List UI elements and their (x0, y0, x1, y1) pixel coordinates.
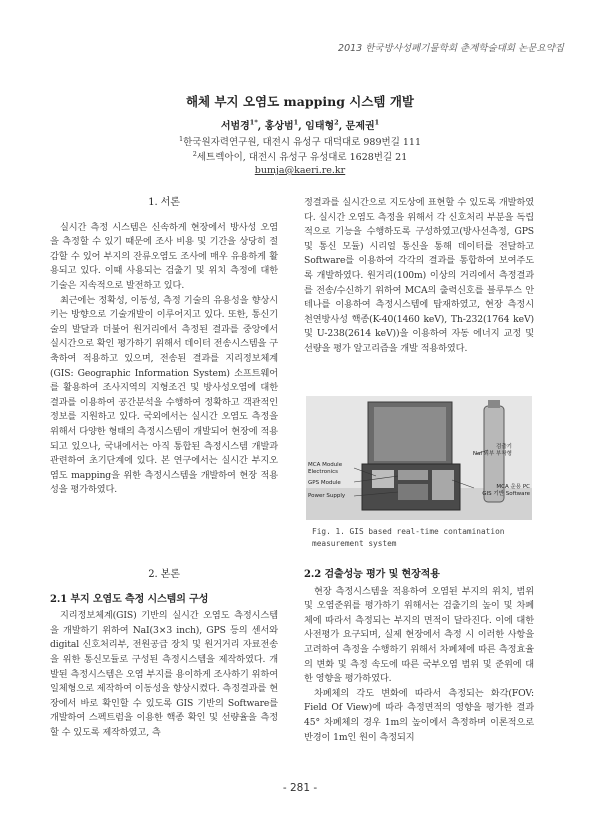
subsection-2-1-paragraph: 지리정보체계(GIS) 기반의 실시간 오염도 측정시스템을 개발하기 위하여 NaI(3×3 inch), GPS 등의 센서와 digital 신호처리부, 전원공급 장치 및 원거거리 자료전송을 위한 통신모듈로 구성된 측정시스템을 제작하였다. 개발된 측정시스템은 오염 부지를 용이하게 조사하기 위하여 일체형으로 제작하여 이동성을 향상시켰다. 측정결과를 현장에서 바로 확인할 수 있도록 GIS 기반의 Software를 개발하여 스펙트럼을 이용한 핵종 확인 및 선량율을 측정할 수 있도록 제작하였고, 측 (50, 610, 278, 738)
affiliation-text: 한국원자력연구원, 대전시 유성구 대덕대로 989번길 111 (183, 137, 422, 148)
affiliation-sup: 1 (178, 134, 184, 143)
measurement-system-photo (306, 396, 532, 520)
author-name: 임태형 (305, 121, 335, 132)
right-column-top (304, 196, 534, 357)
author-sup: 1 (374, 118, 380, 127)
intro-heading: 1. 서론 (148, 197, 180, 208)
label-electronics: Electronics (308, 469, 338, 475)
label-mca-pc: MCA 운용 PC GIS 기반 Software (482, 484, 530, 497)
label-gis-software: GIS 기반 Software (482, 491, 530, 497)
author-list: 서범경$^{1*}$, 홍상범$^1$, 임태형$^2$, 문제권$^1$ (220, 118, 380, 132)
subsection-2-2-paragraph-1: 현장 측정시스템을 적용하여 오염된 부지의 위치, 범위 및 오염준위를 평가하기 위해서는 검출기의 높이 및 차폐체에 따라서 측정되는 부지의 면적이 달라진다. 이에 대한 사전평가 요구되며, 실제 현장에서 측정 시 이러한 사항을 고려하여 측정을 수행하기 위해서 차폐체에 따른 측정효율의 변화 및 측정 속도에 따른 국부오염 범위 및 준위에 대한 영향을 평가하였다. (304, 585, 534, 685)
author-sup: 1* (249, 118, 258, 127)
author-email[interactable]: bumja@kaeri.re.kr (254, 165, 346, 176)
affiliation-1 (0, 134, 600, 148)
label-detector: 검출기 NaI 외부 부착형 (472, 444, 512, 457)
page-number: - 281 - (282, 782, 318, 794)
paper-title: 해체 부지 오염도 mapping 시스템 개발 (185, 94, 415, 109)
conference-header: 2013 한국방사성폐기물학회 춘계학술대회 논문요약집 (338, 43, 564, 54)
subsection-2-1-heading: 2.1 부지 오염도 측정 시스템의 구성 (50, 593, 209, 605)
intro-paragraph-2: 최근에는 정확성, 이동성, 측정 기술의 유용성을 향상시키는 방향으로 기술개발이 이루어지고 있다. 또한, 통신기술의 발달과 더불어 원거리에서 측정된 결과를 중앙에서 실시간으로 확인 평가하기 위해서 데이터 전송시스템을 구축하여 적용하고 있으며, 전송된 결과를 지리정보체계(GIS: Geographic Information System) 소프트웨어를 활용하여 조사지역의 지형조건 및 방사성오염에 대한 결과를 이용하여 공간분석을 수행하여 정확하고 객관적인 정보를 지원하고 있다. 국외에서는 실시간 오염도 측정을 위해서 다양한 형태의 측정시스템이 개발되어 현장에 적용되고 있으나, 국내에서는 아직 통합된 측정시스템 개발과 관련하여 초기단계에 있다. 본 연구에서는 실시간 부지오염도 mapping을 위한 측정시스템을 개발하여 현장 적용성을 평가하였다. (50, 294, 278, 496)
system-description-paragraph: 정결과를 실시간으로 지도상에 표현할 수 있도록 개발하였다. 실시간 오염도 측정을 위해서 각 신호처리 부분을 독립적으로 기능을 수행하도록 구성하였고(방사선측정, GPS 및 통신 모듈) 시리얼 통신을 통해 데이터를 전달하고 Software를 이용하여 각각의 결과를 통합하여 보여주도록 개발하였다. 원거리(100m) 이상의 거리에서 측정결과를 전송/수신하기 위하여 MCA의 출력신호를 블루투스 안테나를 이용하여 측정시스템에 탑재하였고, 현장 측정시 천연방사성 핵종(K-40(1460 keV), Th-232(1764 keV) 및 U-238(2614 keV))을 이용하여 자동 에너지 교정 및 선량을 평가 알고리즘을 개발 적용하였다. (304, 197, 534, 354)
label-mca-module: MCA Module Electronics (308, 462, 343, 475)
label-gps-module: GPS Module (308, 480, 341, 486)
author-name: 문제권 (345, 121, 375, 132)
affiliation-2 (0, 149, 600, 163)
body-column-left (50, 568, 278, 741)
author-sup: 1 (293, 118, 299, 127)
subsection-2-2-heading: 2.2 검출성능 평가 및 현장적용 (304, 569, 440, 580)
intro-paragraph-1: 실시간 측정 시스템은 신속하게 현장에서 방사성 오염을 측정할 수 있기 때문에 조사 비용 및 기간을 상당히 절감할 수 있어 부지의 잔류오염도 조사에 매우 유용하게 활용되고 있다. 이때 사용되는 검출기 및 위치 측정에 대한 기술은 지속적으로 발전하고 있다. (50, 221, 278, 291)
author-name: 홍상범 (264, 121, 294, 132)
label-detector-en: NaI 외부 부착형 (472, 451, 512, 457)
body-heading: 2. 본론 (148, 569, 180, 580)
body-column-right (304, 568, 534, 745)
label-power-supply: Power Supply (308, 493, 346, 499)
figure-photo (306, 396, 532, 520)
author-sup: 2 (334, 118, 339, 127)
figure-caption: Fig. 1. GIS based real-time contamination measurement system (312, 527, 505, 548)
affiliation-sup: 2 (192, 149, 197, 158)
subsection-2-2-paragraph-2: 차폐체의 각도 변화에 따라서 측정되는 화각(FOV: Field Of View)에 따라 측정면적의 영향을 평가한 결과 45° 차폐체의 경우 1m의 높이에서 측정하며 이론적으로 반경이 1m인 원이 측정되지 (304, 687, 534, 743)
affiliation-text: 세트렉아이, 대전시 유성구 유성대로 1628번길 21 (196, 152, 408, 163)
author-name: 서범경 (220, 121, 250, 132)
intro-column (50, 196, 278, 498)
